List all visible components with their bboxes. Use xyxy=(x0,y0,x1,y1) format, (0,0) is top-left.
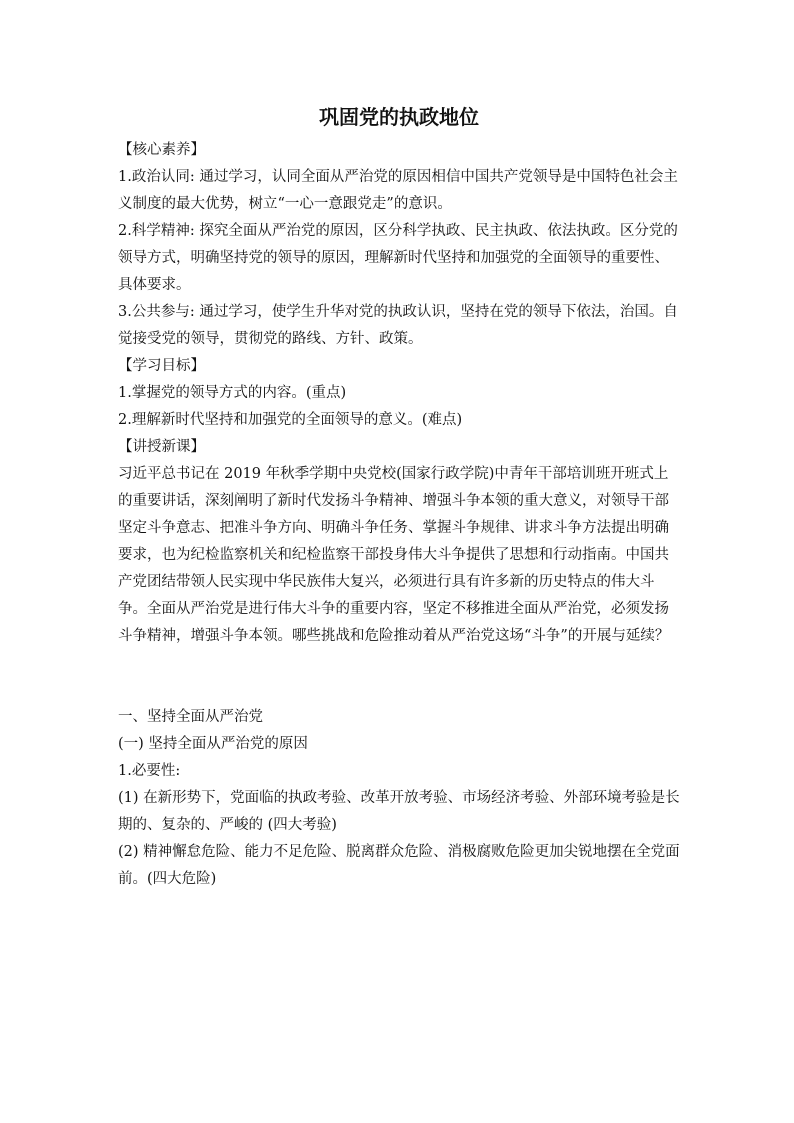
learning-goal-item: 2.理解新时代坚持和加强党的全面领导的意义。(难点) xyxy=(118,412,463,428)
document-body xyxy=(118,103,680,893)
section-spacer xyxy=(118,650,680,704)
part-sub-heading: (一) 坚持全面从严治党的原因 xyxy=(118,736,308,752)
part-heading: 一、坚持全面从严治党 xyxy=(118,709,263,725)
core-literacy-item: 2.科学精神: 探究全面从严治党的原因，区分科学执政、民主执政、依法执政。区分党的领导方式，明确坚持党的领导的原因，理解新时代坚持和加强党的全面领导的重要性、具体要求。 xyxy=(118,223,678,293)
core-literacy-item: 3.公共参与: 通过学习，使学生升华对党的执政认识，坚持在党的领导下依法，治国。自觉接受党的领导，贯彻党的路线、方针、政策。 xyxy=(118,304,678,347)
necessity-heading: 1.必要性: xyxy=(118,763,181,779)
necessity-item: (2) 精神懈怠危险、能力不足危险、脱离群众危险、消极腐败危险更加尖锐地摆在全党面前。(四大危险) xyxy=(118,844,680,887)
page-title: 巩固党的执政地位 xyxy=(319,105,479,129)
new-lesson-paragraph: 习近平总书记在 2019 年秋季学期中央党校(国家行政学院)中青年干部培训班开班式上的重要讲话，深刻阐明了新时代发扬斗争精神、增强斗争本领的重大意义，对领导干部坚定斗争意志、把准斗争方向、明确斗争任务、掌握斗争规律、讲求斗争方法提出明确要求，也为纪检监察机关和纪检监察干部投身伟大斗争提供了思想和行动指南。中国共产党团结带领人民实现中华民族伟大复兴，必须进行具有许多新的历史特点的伟大斗争。全面从严治党是进行伟大斗争的重要内容，坚定不移推进全面从严治党，必须发扬斗争精神，增强斗争本领。哪些挑战和危险推动着从严治党这场“斗争”的开展与延续？ xyxy=(118,466,670,644)
core-literacy-item: 1.政治认同: 通过学习，认同全面从严治党的原因相信中国共产党领导是中国特色社会主义制度的最大优势，树立“一心一意跟党走”的意识。 xyxy=(118,169,678,212)
section-heading-new-lesson: 【讲授新课】 xyxy=(118,439,205,455)
section-heading-core-literacy: 【核心素养】 xyxy=(118,142,205,158)
section-heading-learning-goals: 【学习目标】 xyxy=(118,358,205,374)
necessity-item: (1) 在新形势下，党面临的执政考验、改革开放考验、市场经济考验、外部环境考验是长期的、复杂的、严峻的 (四大考验) xyxy=(118,790,680,833)
learning-goal-item: 1.掌握党的领导方式的内容。(重点) xyxy=(118,385,347,401)
